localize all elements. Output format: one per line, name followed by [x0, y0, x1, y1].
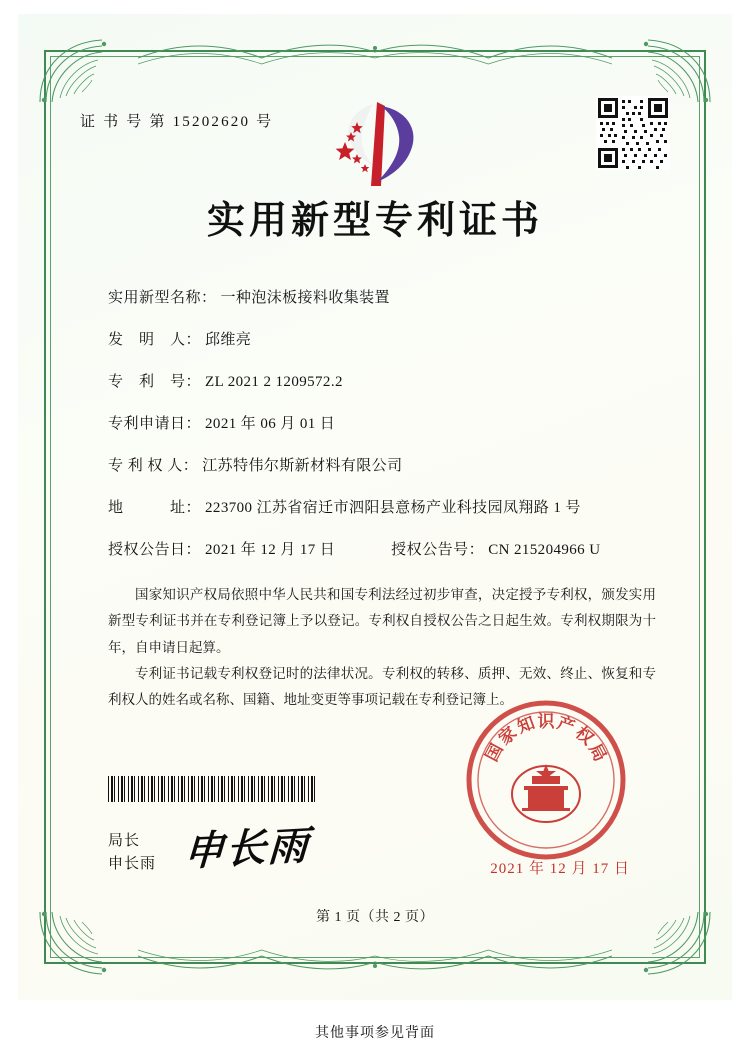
legal-paragraph-1: 国家知识产权局依照中华人民共和国专利法经过初步审查，决定授予专利权，颁发实用新型专利证书并在专利登记簿上予以登记。专利权自授权公告之日起生效。专利权期限为十年，自申请日起算。 [108, 587, 656, 655]
grant-number-value: CN 215204966 U [488, 542, 601, 558]
legal-text [80, 582, 670, 714]
field-label: 实用新型名称： [108, 290, 217, 306]
page-title: 实用新型专利证书 [206, 200, 543, 242]
page-indicator: 第 1 页（共 2 页） [316, 910, 434, 925]
qr-code-icon [596, 96, 670, 170]
grant-date-label: 授权公告日： [108, 542, 202, 558]
svg-text:家: 家 [494, 723, 521, 749]
edge-ornament-icon [138, 40, 612, 66]
seal-date: 2021 年 12 月 17 日 [490, 861, 630, 877]
field-value: 江苏特伟尔斯新材料有限公司 [202, 458, 403, 474]
field-label: 发 明 人： [108, 332, 202, 348]
field-row-application-date [108, 414, 660, 435]
field-label: 地 址： [108, 500, 202, 516]
legal-paragraph-2: 专利证书记载专利权登记时的法律状况。专利权的转移、质押、无效、终止、恢复和专利权人的姓名或名称、国籍、地址变更等事项记载在专利登记簿上。 [108, 665, 656, 708]
grant-date-value: 2021 年 12 月 17 日 [205, 542, 336, 558]
svg-text:国: 国 [481, 740, 507, 765]
field-row-patentee [108, 456, 660, 477]
certificate-content [80, 86, 670, 930]
field-label: 专 利 权 人： [108, 458, 199, 474]
field-label: 专 利 号： [108, 374, 202, 390]
field-label: 专利申请日： [108, 416, 202, 432]
director-title: 局长 [108, 832, 141, 849]
footnote: 其他事项参见背面 [315, 1026, 435, 1041]
field-row-patent-number [108, 372, 660, 393]
barcode [108, 776, 318, 802]
svg-text:产: 产 [554, 713, 578, 737]
field-value: 223700 江苏省宿迁市泗阳县意杨产业科技园凤翔路 1 号 [205, 500, 581, 516]
patent-certificate [18, 14, 732, 1000]
svg-text:识: 识 [537, 712, 555, 731]
certificate-number: 证 书 号 第 15202620 号 [80, 114, 274, 130]
cnipa-logo-icon [315, 94, 435, 194]
signature-area [108, 817, 310, 876]
field-row-address [108, 498, 660, 519]
field-value: 2021 年 06 月 01 日 [205, 416, 336, 432]
svg-text:知: 知 [514, 713, 538, 737]
field-row-name [108, 288, 660, 309]
grant-number-label: 授权公告号： [391, 542, 485, 558]
official-seal [464, 698, 628, 862]
signature-labels [108, 830, 156, 877]
svg-text:局: 局 [585, 740, 611, 765]
patent-fields [80, 288, 670, 561]
handwritten-signature: 申长雨 [182, 822, 311, 875]
field-value: 邱维亮 [205, 332, 252, 348]
field-row-grant [108, 540, 660, 561]
field-row-inventor [108, 330, 660, 351]
field-value: ZL 2021 2 1209572.2 [205, 374, 343, 390]
edge-ornament-icon [138, 948, 612, 974]
director-name: 申长雨 [108, 855, 157, 872]
svg-text:权: 权 [571, 723, 598, 749]
field-value: 一种泡沫板接料收集装置 [220, 290, 390, 306]
